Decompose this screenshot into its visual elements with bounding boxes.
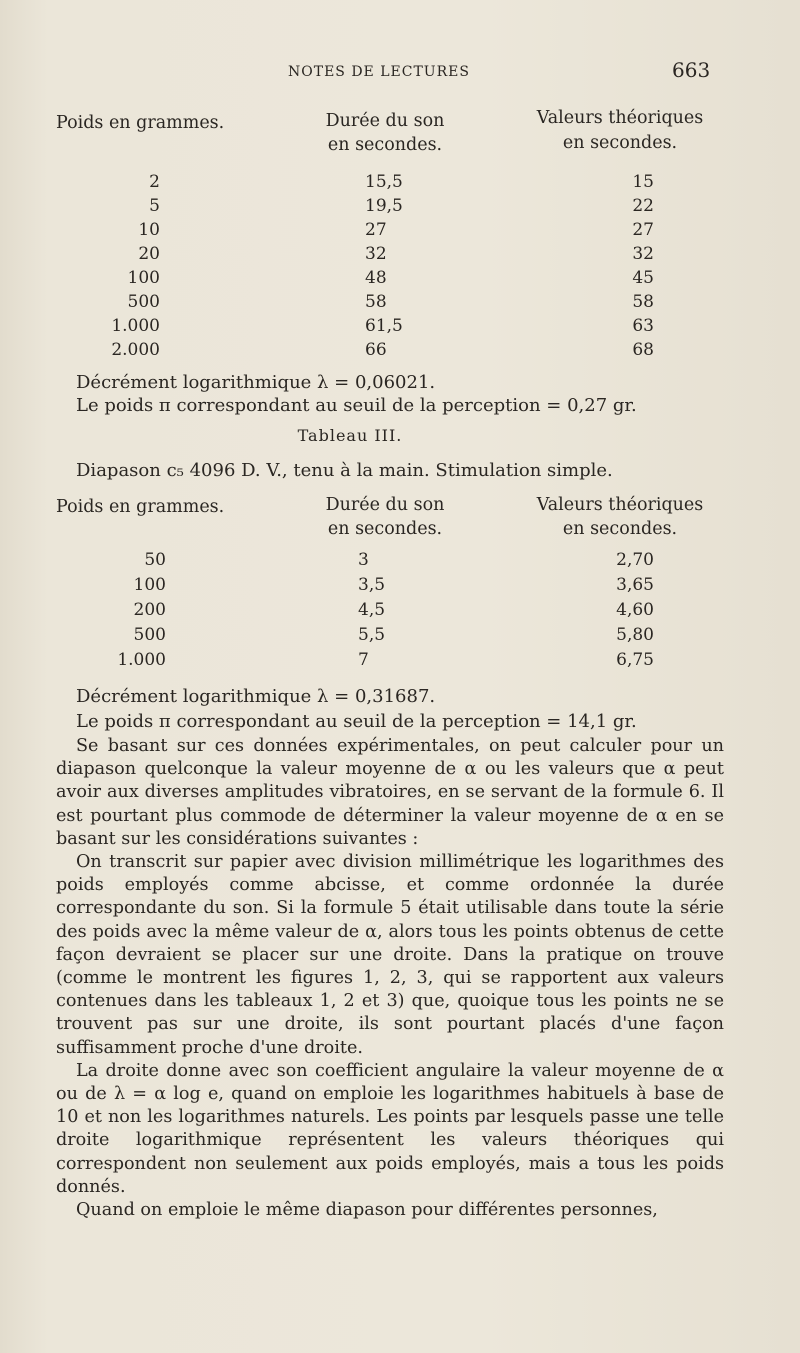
column-header-duration-unit: en secondes. <box>327 519 443 539</box>
table-cell: 10 <box>138 220 160 240</box>
table-cell: 15 <box>632 172 654 192</box>
table-cell: 2,70 <box>616 550 654 570</box>
column-header-weight: Poids en grammes. <box>56 113 225 133</box>
table-cell: 63 <box>632 316 654 336</box>
table-cell: 45 <box>632 268 654 288</box>
table-cell: 27 <box>365 220 387 240</box>
paragraph: On transcrit sur papier avec division millimétrique les logarithmes des poids employés comme abcisse, et comme ordonnée la durée correspondante du son. Si la formule 5 était utilisable dans toute la série des poids avec la même valeur de α, alors tous les points obtenus de cette façon devraient se placer sur une droite. Dans la pratique on trouve (comme le montrent les figures 1, 2, 3, qui se rapportent aux valeurs contenues dans les tableaux 1, 2 et 3) que, quoique tous les points ne se trouvent pas sur une droite, ils sont pourtant placés d'une façon suffisamment proche d'une droite. <box>56 852 724 1058</box>
table-cell: 20 <box>138 244 160 264</box>
column-header-duration: Durée du son <box>325 495 445 515</box>
table-cell: 68 <box>632 340 654 360</box>
table-cell: 3,65 <box>616 575 654 595</box>
table-cell: 66 <box>365 340 387 360</box>
table-cell: 4,60 <box>616 600 654 620</box>
column-header-theoretical: Valeurs théoriques <box>536 495 704 515</box>
table-cell: 22 <box>632 196 654 216</box>
table-cell: 500 <box>133 625 166 645</box>
table-cell: 50 <box>144 550 166 570</box>
column-header-duration-unit: en secondes. <box>327 135 443 155</box>
body-text <box>56 735 724 1222</box>
threshold-line: Le poids π correspondant au seuil de la perception = 14,1 gr. <box>76 711 637 732</box>
table-cell: 27 <box>632 220 654 240</box>
paragraph: La droite donne avec son coefficient angulaire la valeur moyenne de α ou de λ = α log e, quand on emploie les logarithmes habituels à base de 10 et non les logarithmes naturels. Les points par lesquels passe une telle droite logarithmique représentent les valeurs théoriques qui correspondent non seulement aux poids employés, mais a tous les poids donnés. <box>56 1060 724 1197</box>
paragraph: Se basant sur ces données expérimentales, on peut calculer pour un diapason quelconque la valeur moyenne de α ou les valeurs que α peut avoir aux diverses amplitudes vibratoires, en se servant de la formule 6. Il est pourtant plus commode de déterminer la valeur moyenne de α en se basant sur les considérations suivantes : <box>56 736 724 849</box>
table-cell: 58 <box>632 292 654 312</box>
table-cell: 6,75 <box>616 650 654 670</box>
table-cell: 3,5 <box>358 575 386 595</box>
column-header-theoretical-unit: en secondes. <box>562 133 678 153</box>
paragraph: Quand on emploie le même diapason pour différentes personnes, <box>76 1200 658 1221</box>
table-cell: 100 <box>133 575 166 595</box>
table-cell: 4,5 <box>358 600 386 620</box>
table-cell: 32 <box>632 244 654 264</box>
table-cell: 2 <box>149 172 160 192</box>
decrement-line: Décrément logarithmique λ = 0,06021. <box>76 372 436 393</box>
table-cell: 500 <box>127 292 160 312</box>
table-cell: 7 <box>358 650 369 670</box>
table-cell: 1.000 <box>117 650 166 670</box>
page-number: 663 <box>672 58 711 82</box>
table-cell: 5 <box>149 196 160 216</box>
table-cell: 1.000 <box>111 316 160 336</box>
table-cell: 5,80 <box>616 625 654 645</box>
table-cell: 32 <box>365 244 387 264</box>
table-cell: 58 <box>365 292 387 312</box>
table-cell: 5,5 <box>358 625 386 645</box>
table-cell: 48 <box>365 268 387 288</box>
table-cell: 61,5 <box>365 316 403 336</box>
column-header-theoretical: Valeurs théoriques <box>536 108 704 128</box>
table-cell: 2.000 <box>111 340 160 360</box>
column-header-theoretical-unit: en secondes. <box>562 519 678 539</box>
running-header: NOTES DE LECTURES <box>288 64 470 80</box>
table-cell: 19,5 <box>365 196 403 216</box>
table-caption: Tableau III. <box>297 426 403 445</box>
table-cell: 200 <box>133 600 166 620</box>
decrement-line: Décrément logarithmique λ = 0,31687. <box>76 686 436 707</box>
table-cell: 15,5 <box>365 172 403 192</box>
table-cell: 100 <box>127 268 160 288</box>
column-header-weight: Poids en grammes. <box>56 497 225 517</box>
table-cell: 3 <box>358 550 369 570</box>
stimulus-line: Diapason c₅ 4096 D. V., tenu à la main. Stimulation simple. <box>76 460 613 481</box>
threshold-line: Le poids π correspondant au seuil de la perception = 0,27 gr. <box>76 395 637 416</box>
column-header-duration: Durée du son <box>325 111 445 131</box>
